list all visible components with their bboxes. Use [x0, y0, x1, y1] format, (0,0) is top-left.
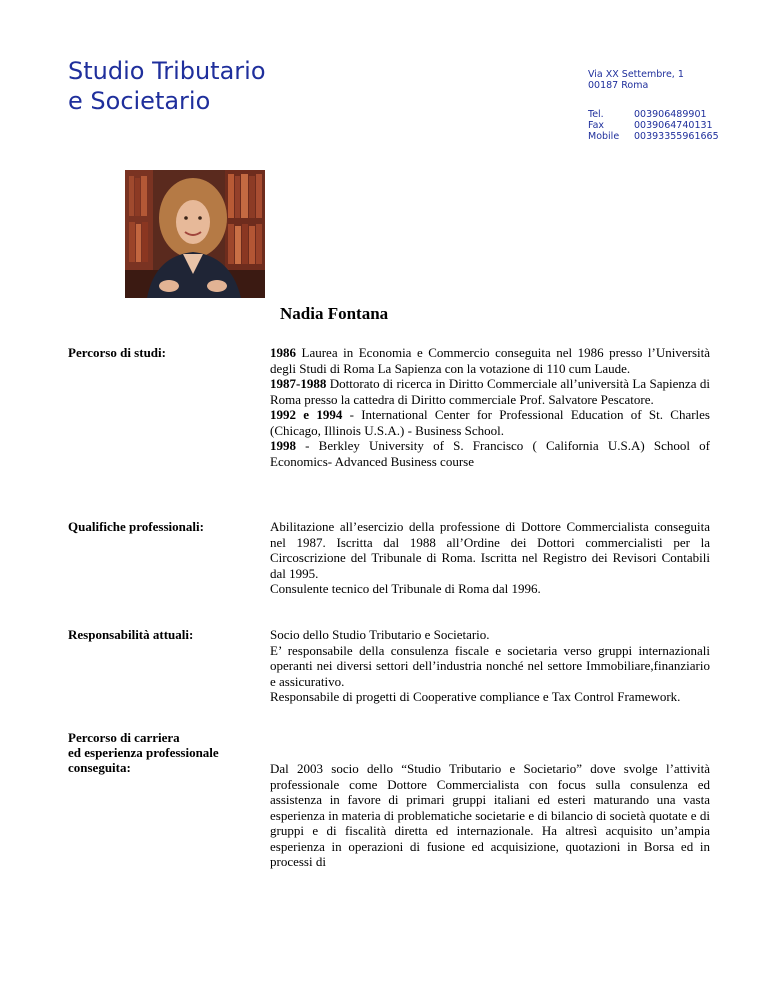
section-label-carriera — [68, 730, 219, 775]
studi-year: 1987-1988 — [270, 376, 327, 391]
contact-row-mobile — [588, 131, 719, 142]
section-text-studi — [270, 345, 710, 469]
carriera-label-line: ed esperienza professionale — [68, 745, 219, 760]
contact-value: 0039064740131 — [634, 120, 713, 131]
section-text-responsabilita — [270, 627, 710, 705]
contact-label: Tel. — [588, 109, 604, 120]
address-city: 00187 Roma — [588, 80, 649, 91]
responsabilita-paragraph: Responsabile di progetti di Cooperative compliance e Tax Control Framework. — [270, 689, 681, 704]
responsabilita-paragraph: E’ responsabile della consulenza fiscale e societaria verso gruppi internazionali operanti nei diversi settori dell’industria nonché nel settore Immobiliare,finanziario e assicurativo. — [270, 642, 710, 689]
carriera-label-line: Percorso di carriera — [68, 730, 180, 745]
firm-name — [68, 56, 266, 116]
address-street: Via XX Settembre, 1 — [588, 69, 684, 80]
contact-label: Mobile — [588, 131, 620, 142]
studi-year: 1998 — [270, 438, 296, 453]
address-block — [588, 69, 684, 91]
contacts-block — [588, 109, 719, 142]
studi-entry — [270, 407, 710, 438]
carriera-label-line: conseguita: — [68, 760, 131, 775]
firm-name-line1: Studio Tributario — [68, 57, 266, 85]
studi-entry — [270, 376, 710, 407]
studi-text: Dottorato di ricerca in Diritto Commerciale all’università La Sapienza di Roma presso la cattedra di Diritto commerciale Prof. Salvatore Pescatore. — [270, 376, 710, 407]
studi-year: 1986 — [270, 345, 296, 360]
section-text-qualifiche — [270, 519, 710, 597]
studi-entry — [270, 345, 710, 376]
studi-entry — [270, 438, 710, 469]
contact-row-fax — [588, 120, 719, 131]
portrait-photo — [125, 170, 265, 298]
qualifiche-paragraph: Abilitazione all’esercizio della professione di Dottore Commercialista conseguita nel 1987. Iscritta dal 1988 all’Ordine dei Dottori commercialisti per la Circoscrizione del Tribunale di Roma. Iscritta nel Registro dei Revisori Contabili dal 1995. — [270, 519, 710, 581]
qualifiche-paragraph: Consulente tecnico del Tribunale di Roma dal 1996. — [270, 581, 541, 596]
section-label-qualifiche: Qualifiche professionali: — [68, 519, 204, 534]
contact-value: 003906489901 — [634, 109, 707, 120]
contact-value: 00393355961665 — [634, 131, 719, 142]
studi-text: - Berkley University of S. Francisco ( California U.S.A) School of Economics- Advanced Business course — [270, 438, 710, 469]
contact-row-tel — [588, 109, 719, 120]
contact-label: Fax — [588, 120, 605, 131]
carriera-paragraph: Dal 2003 socio dello “Studio Tributario e Societario” dove svolge l’attività professionale come Dottore Commercialista con focus sulla consulenza ed assistenza in favore di primari gruppi italiani ed esteri maturando una vasta esperienza in materia di problematiche societarie e di bilancio di società quotate e di gruppi e di fiscalità diretta ed internazionale. Ha altresì acquisito un’ampia esperienza in operazioni di fusione ed acquisizione, quotazioni in Borsa ed in processi di — [270, 761, 710, 869]
person-name: Nadia Fontana — [280, 304, 389, 323]
studi-text: - International Center for Professional Education of St. Charles (Chicago, Illinois U.S.A.) - Business School. — [270, 407, 710, 438]
section-label-studi: Percorso di studi: — [68, 345, 166, 360]
section-text-carriera — [270, 761, 710, 870]
firm-name-line2: e Societario — [68, 87, 211, 115]
responsabilita-paragraph: Socio dello Studio Tributario e Societario. — [270, 627, 490, 642]
section-label-responsabilita: Responsabilità attuali: — [68, 627, 194, 642]
studi-text: Laurea in Economia e Commercio conseguita nel 1986 presso l’Università degli Studi di Roma La Sapienza con la votazione di 110 cum Laude. — [270, 345, 710, 376]
studi-year: 1992 e 1994 — [270, 407, 343, 422]
